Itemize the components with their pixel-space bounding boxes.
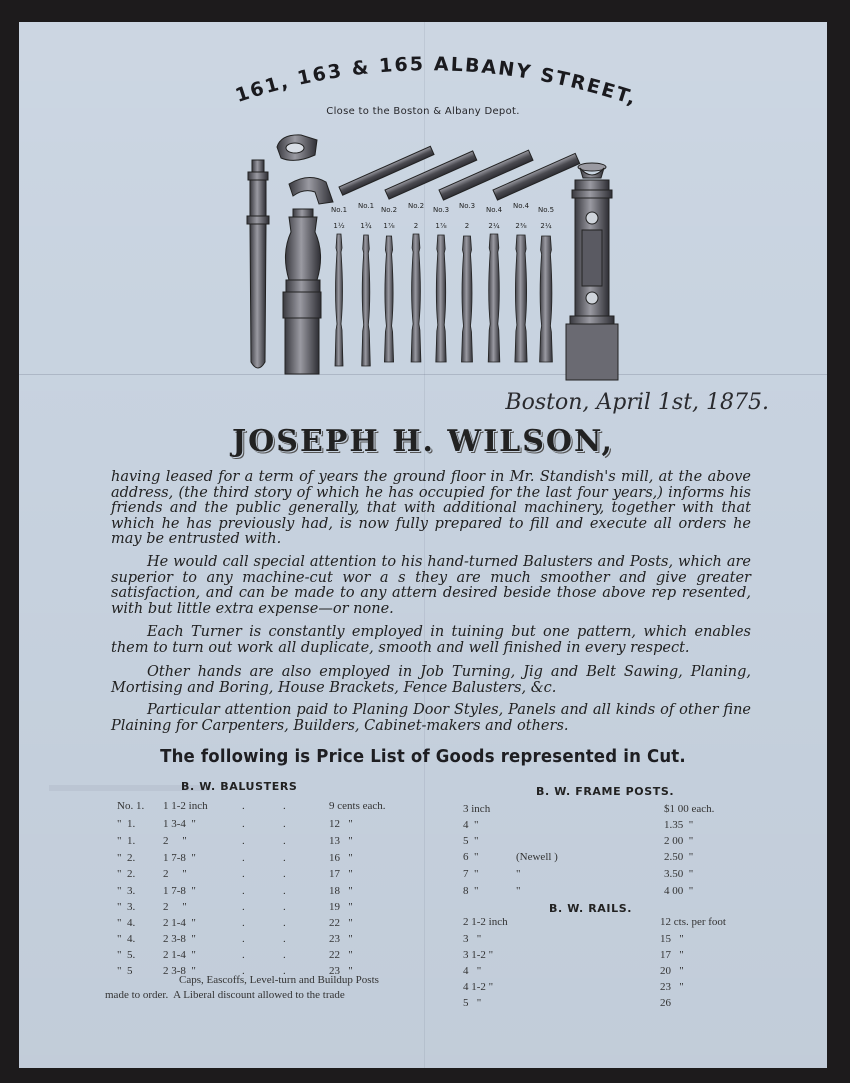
baluster-price: 19 "	[329, 901, 353, 913]
baluster-5	[436, 235, 446, 362]
baluster-number: " 4.	[117, 917, 136, 929]
depot-subtitle: Close to the Boston & Albany Depot.	[326, 106, 520, 117]
leader-dot: .	[283, 885, 286, 897]
rail-price: 23 "	[660, 981, 684, 993]
baluster-price: 22 "	[329, 917, 353, 929]
baluster-number: " 5	[117, 965, 133, 977]
rail-size: 3 1-2 "	[463, 949, 494, 961]
planing-paragraph: Particular attention paid to Planing Door Styles, Panels and all kinds of other fine Plaining for Carpenters, Builders, Cabinet-makers and others.	[111, 702, 751, 734]
leader-dot: .	[283, 818, 286, 830]
baluster-price: 22 "	[329, 949, 353, 961]
rails-heading: B. W. RAILS.	[549, 902, 633, 915]
rail-price: 15 "	[660, 933, 684, 945]
baluster-number-label: No.4	[512, 202, 530, 210]
baluster-number: No. 1.	[117, 800, 145, 812]
baluster-price: 13 "	[329, 835, 353, 847]
baluster-number: " 3.	[117, 901, 136, 913]
baluster-number-label: No.1	[330, 206, 348, 214]
baluster-size-label: 1⅞	[383, 222, 395, 230]
post-size: 3 inch	[463, 803, 491, 815]
footnote-line-2: made to order. A Liberal discount allowed to the trade	[105, 989, 345, 1001]
leader-dot: .	[283, 835, 286, 847]
post-note: "	[516, 868, 521, 880]
baluster-labels	[331, 202, 554, 230]
baluster-number: " 3.	[117, 885, 136, 897]
post-size: 4 "	[463, 819, 479, 831]
baluster-9	[540, 236, 553, 362]
rail-size: 2 1-2 inch	[463, 916, 508, 928]
rail-1	[339, 146, 434, 195]
leader-dot: .	[283, 901, 286, 913]
baluster-number: " 1.	[117, 835, 136, 847]
balusters-heading: B. W. BALUSTERS	[181, 780, 298, 793]
frame-post-row	[19, 885, 827, 899]
baluster-4	[411, 234, 421, 362]
leader-dot: .	[242, 965, 245, 977]
baluster-size: 2 "	[163, 868, 187, 880]
rail-price: 20 "	[660, 965, 684, 977]
baluster-size: 2 "	[163, 835, 187, 847]
baluster-7	[488, 234, 500, 362]
leader-dot: .	[283, 949, 286, 961]
leader-dot: .	[283, 868, 286, 880]
baluster-number: " 4.	[117, 933, 136, 945]
rail-size: 4 1-2 "	[463, 981, 494, 993]
post-size: 8 "	[463, 885, 479, 897]
baluster-number: " 2.	[117, 868, 136, 880]
baluster-price: 23 "	[329, 965, 353, 977]
post-price: $1 00 each.	[664, 803, 715, 815]
letter-date: Boston, April 1st, 1875.	[505, 390, 769, 415]
rail-3	[439, 150, 533, 200]
leader-dot: .	[283, 800, 286, 812]
frame-posts-heading: B. W. FRAME POSTS.	[536, 785, 675, 798]
baluster-price: 23 "	[329, 933, 353, 945]
baluster-price: 9 cents each.	[329, 800, 386, 812]
rail-2	[385, 151, 477, 199]
baluster-number: " 2.	[117, 852, 136, 864]
post-price: 1.35 "	[664, 819, 694, 831]
frame-post-row	[19, 819, 827, 833]
product-illustration	[19, 22, 827, 402]
cap-piece	[277, 135, 317, 160]
rail-row	[19, 916, 827, 930]
leader-dot: .	[242, 949, 245, 961]
baluster-size-label: 2	[413, 222, 419, 230]
post-price: 4 00 "	[664, 885, 694, 897]
rail-price: 12 cts. per foot	[660, 916, 726, 928]
baluster-size: 1 3-4 "	[163, 818, 196, 830]
frame-post-row	[19, 851, 827, 865]
balusters-paragraph: He would call special attention to his hand-turned Balusters and Posts, which are superior to any machine-cut wor a s they are much smoother and give greater satisfaction, and can be made to any attern desired beside those above rep resented, with but little extra expense—or none.	[111, 554, 751, 617]
leader-dot: .	[242, 818, 245, 830]
baluster-price: 12 "	[329, 818, 353, 830]
baluster-number-label: No.2	[380, 206, 398, 214]
baluster-size: 2 "	[163, 901, 187, 913]
frame-post-row	[19, 803, 827, 817]
leader-dot: .	[242, 868, 245, 880]
baluster-price: 16 "	[329, 852, 353, 864]
leader-dot: .	[242, 800, 245, 812]
baluster-number-label: No.3	[458, 202, 476, 210]
newel-post-square	[566, 163, 618, 380]
rail-row	[19, 933, 827, 947]
leader-dot: .	[283, 917, 286, 929]
baluster-price: 18 "	[329, 885, 353, 897]
leader-dot: .	[242, 917, 245, 929]
rail-price: 26	[660, 997, 671, 1009]
newel-post-turned	[283, 209, 321, 374]
gooseneck-piece	[289, 177, 333, 204]
leader-dot: .	[242, 852, 245, 864]
leader-dot: .	[283, 933, 286, 945]
address-heading: 161, 163 & 165 ALBANY STREET,	[232, 53, 641, 111]
leader-dot: .	[242, 885, 245, 897]
leader-dot: .	[242, 933, 245, 945]
rail-price: 17 "	[660, 949, 684, 961]
baluster-number-label: No.1	[357, 202, 375, 210]
leader-dot: .	[283, 852, 286, 864]
price-list-title: The following is Price List of Goods represented in Cut.	[160, 746, 686, 767]
baluster-size-label: 1¾	[360, 222, 372, 230]
baluster-size: 2 1-4 "	[163, 949, 196, 961]
newel-post-tall	[247, 160, 269, 368]
baluster-size: 1 7-8 "	[163, 885, 196, 897]
post-size: 5 "	[463, 835, 479, 847]
baluster-size: 1 7-8 "	[163, 852, 196, 864]
baluster-group	[335, 234, 552, 366]
baluster-size: 1 1-2 inch	[163, 800, 208, 812]
baluster-6	[462, 236, 473, 362]
baluster-size-label: 2	[464, 222, 470, 230]
footnote-line-1: Caps, Eascoffs, Level-turn and Buildup Posts	[179, 974, 379, 986]
intro-paragraph: having leased for a term of years the ground floor in Mr. Standish's mill, at the above address, (the third story of which he has occupied for the last four years,) informs his friends and the public generally, that with additional machinery, together with that which he has previously had, is now fully prepared to fill and execute all orders he may be entrusted with.	[111, 469, 751, 547]
baluster-number-label: No.2	[407, 202, 425, 210]
turner-paragraph: Each Turner is constantly employed in tuining but one pattern, which enables them to turn out work all duplicate, smooth and well finished in every respect.	[111, 624, 751, 656]
baluster-size: 2 3-8 "	[163, 965, 196, 977]
baluster-row	[19, 901, 827, 915]
post-size: 6 "	[463, 851, 479, 863]
frame-post-row	[19, 835, 827, 849]
baluster-size: 2 1-4 "	[163, 917, 196, 929]
post-price: 3.50 "	[664, 868, 694, 880]
baluster-size-label: 2⅜	[515, 222, 527, 230]
baluster-number-label: No.4	[485, 206, 503, 214]
post-size: 7 "	[463, 868, 479, 880]
baluster-number: " 5.	[117, 949, 136, 961]
baluster-size-label: 1½	[333, 222, 345, 230]
baluster-price: 17 "	[329, 868, 353, 880]
baluster-number-label: No.3	[432, 206, 450, 214]
job-turning-paragraph: Other hands are also employed in Job Turning, Jig and Belt Sawing, Planing, Mortising and Boring, House Brackets, Fence Balusters, &c.	[111, 664, 751, 696]
post-price: 2 00 "	[664, 835, 694, 847]
baluster-8	[515, 235, 527, 362]
leader-dot: .	[283, 965, 286, 977]
leader-dot: .	[242, 835, 245, 847]
baluster-size-label: 2¼	[488, 222, 500, 230]
proprietor-name: JOSEPH H. WILSON,	[231, 424, 614, 459]
leader-dot: .	[242, 901, 245, 913]
baluster-size: 2 3-8 "	[163, 933, 196, 945]
post-note: "	[516, 885, 521, 897]
rail-size: 3 "	[463, 933, 482, 945]
baluster-number: " 1.	[117, 818, 136, 830]
rail-size: 5 "	[463, 997, 482, 1009]
baluster-3	[384, 236, 393, 362]
baluster-size-label: 2¼	[540, 222, 552, 230]
baluster-1	[335, 234, 343, 366]
rail-row	[19, 965, 827, 979]
rail-row	[19, 949, 827, 963]
baluster-2	[362, 235, 371, 366]
post-price: 2.50 "	[664, 851, 694, 863]
baluster-size-label: 1⅞	[435, 222, 447, 230]
frame-post-row	[19, 868, 827, 882]
rail-size: 4 "	[463, 965, 482, 977]
post-note: (Newell )	[516, 851, 558, 863]
letterhead-sheet	[19, 22, 827, 1068]
baluster-number-label: No.5	[537, 206, 555, 214]
